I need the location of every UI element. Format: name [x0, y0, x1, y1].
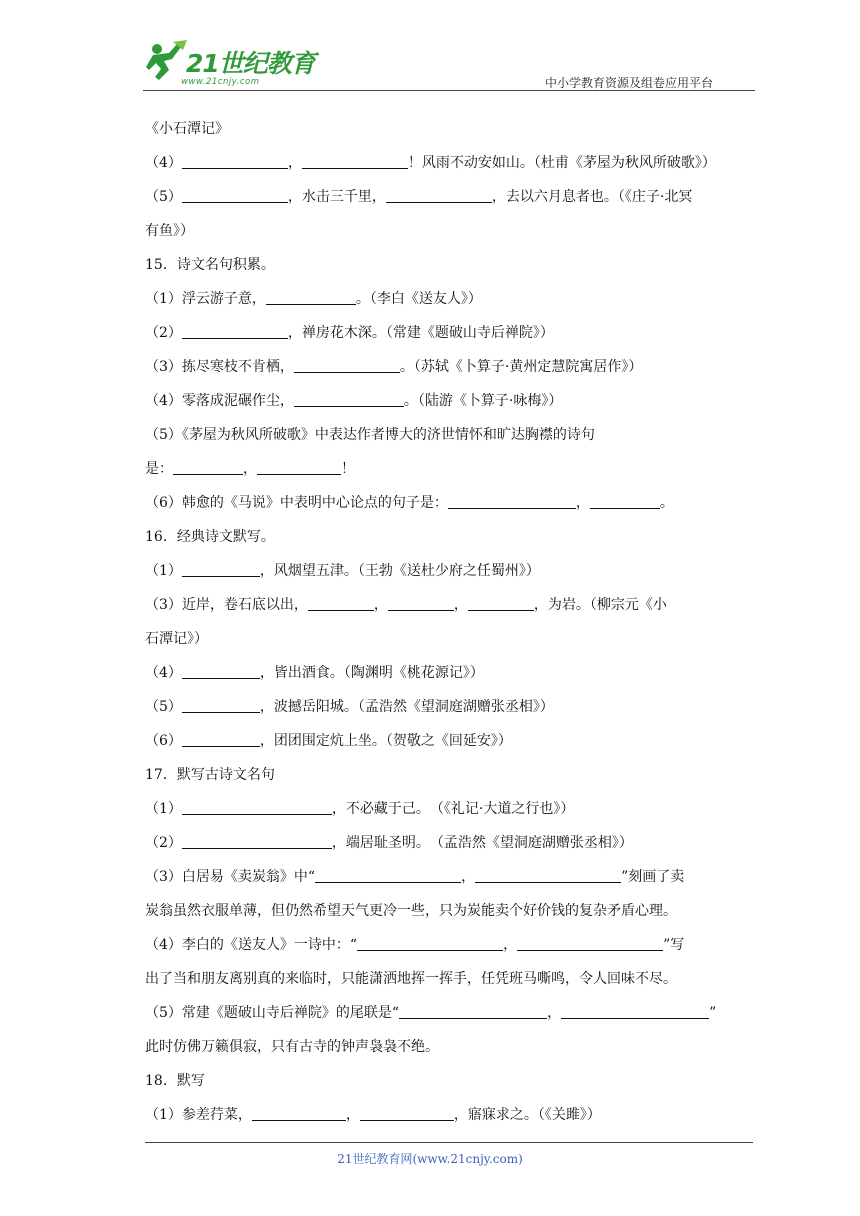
line-text: （1） — [145, 801, 182, 817]
text-line — [145, 928, 717, 962]
line-text: ， — [453, 597, 468, 613]
answer-blank[interactable] — [182, 154, 288, 169]
line-text: ， — [243, 461, 257, 477]
line-text: ！ — [341, 461, 355, 477]
line-text: （5）常建《题破山寺后禅院》的尾联是“ — [145, 1005, 400, 1021]
text-line — [145, 724, 717, 758]
text-line — [145, 622, 717, 656]
answer-blank[interactable] — [182, 664, 260, 679]
text-line — [145, 1064, 717, 1098]
line-text: ”刻画了卖 — [621, 869, 685, 885]
line-text: ，水击三千里， — [287, 189, 386, 205]
text-line — [145, 520, 717, 554]
line-text: （3）拣尽寒枝不肯栖， — [145, 359, 294, 375]
line-text: 此时仿佛万籁俱寂，只有古寺的钟声袅袅不绝。 — [145, 1039, 439, 1055]
line-text: ，寤寐求之。（《关雎》） — [453, 1107, 601, 1123]
line-text: （2） — [145, 325, 182, 341]
line-text: 15．诗文名句积累。 — [145, 257, 275, 273]
answer-blank[interactable] — [561, 1004, 709, 1019]
footer-link[interactable]: 21世纪教育网(www.21cnjy.com) — [337, 1152, 523, 1166]
text-line — [145, 826, 717, 860]
answer-blank[interactable] — [173, 460, 243, 475]
answer-blank[interactable] — [257, 460, 341, 475]
answer-blank[interactable] — [302, 154, 408, 169]
line-text: （4） — [145, 665, 182, 681]
answer-blank[interactable] — [590, 494, 660, 509]
answer-blank[interactable] — [386, 188, 492, 203]
text-line — [145, 316, 717, 350]
line-text: 出了当和朋友离别真的来临时，只能潇洒地挥一挥手，任凭班马嘶鸣，令人回味不尽。 — [145, 971, 677, 987]
answer-blank[interactable] — [315, 868, 461, 883]
line-text: ，端居耻圣明。 （孟浩然《望洞庭湖赠张丞相》） — [331, 835, 633, 851]
line-text: （2） — [145, 835, 182, 851]
line-text: ，禅房花木深。（常建《题破山寺后禅院》） — [287, 325, 554, 341]
text-line — [145, 758, 717, 792]
text-line — [145, 418, 717, 452]
text-line — [145, 1030, 717, 1064]
answer-blank[interactable] — [475, 868, 621, 883]
answer-blank[interactable] — [182, 834, 332, 849]
text-line — [145, 486, 717, 520]
text-line — [145, 894, 717, 928]
answer-blank[interactable] — [252, 1106, 346, 1121]
answer-blank[interactable] — [360, 1106, 454, 1121]
line-text: ” — [709, 1005, 717, 1021]
line-text: 是： — [145, 461, 173, 477]
line-text: （1）浮云游子意， — [145, 291, 266, 307]
line-text: ，皆出酒食。（陶渊明《桃花源记》） — [259, 665, 484, 681]
text-line — [145, 146, 717, 180]
line-text: ， — [461, 869, 476, 885]
line-text: ， — [547, 1005, 562, 1021]
text-line — [145, 554, 717, 588]
answer-blank[interactable] — [294, 392, 404, 407]
answer-blank[interactable] — [517, 936, 663, 951]
text-line — [145, 588, 717, 622]
answer-blank[interactable] — [182, 698, 260, 713]
line-text: ， — [503, 937, 518, 953]
answer-blank[interactable] — [399, 1004, 547, 1019]
line-text: （6）韩愈的《马说》中表明中心论点的句子是： — [145, 495, 448, 511]
line-text: ，波撼岳阳城。（孟浩然《望洞庭湖赠张丞相》） — [259, 699, 554, 715]
text-line — [145, 792, 717, 826]
line-text: ，不必藏于己。 （《礼记·大道之行也》） — [331, 801, 575, 817]
line-text: （5） — [145, 699, 182, 715]
answer-blank[interactable] — [294, 358, 400, 373]
line-text: 16．经典诗文默写。 — [145, 529, 275, 545]
answer-blank[interactable] — [182, 562, 260, 577]
text-line — [145, 690, 717, 724]
line-text: ， — [287, 155, 302, 171]
answer-blank[interactable] — [357, 936, 503, 951]
line-text: ，去以六月息者也。（《庄子·北冥 — [491, 189, 693, 205]
answer-blank[interactable] — [182, 800, 332, 815]
text-line — [145, 214, 717, 248]
footer-divider — [145, 1142, 753, 1143]
line-text: ”写 — [663, 937, 685, 953]
answer-blank[interactable] — [468, 596, 534, 611]
text-line — [145, 384, 717, 418]
line-text: ， — [345, 1107, 360, 1123]
text-line — [145, 180, 717, 214]
text-line — [145, 112, 717, 146]
line-text: （1） — [145, 563, 182, 579]
text-line — [145, 1098, 717, 1132]
logo-text: 21世纪教育 — [186, 49, 315, 78]
line-text: 《小石潭记》 — [145, 121, 229, 137]
logo — [143, 40, 323, 90]
answer-blank[interactable] — [308, 596, 374, 611]
line-text: （5）《茅屋为秋风所破歌》中表达作者博大的济世情怀和旷达胸襟的诗句 — [145, 427, 595, 443]
answer-blank[interactable] — [266, 290, 356, 305]
answer-blank[interactable] — [388, 596, 454, 611]
answer-blank[interactable] — [182, 188, 288, 203]
line-text: 17．默写古诗文名句 — [145, 767, 275, 783]
page-header — [143, 38, 755, 94]
line-text: 石潭记》） — [145, 631, 208, 647]
answer-blank[interactable] — [182, 324, 288, 339]
logo-url: www.21cnjy.com — [181, 77, 260, 87]
line-text: ，为岩。（柳宗元《小 — [533, 597, 667, 613]
line-text: （5） — [145, 189, 182, 205]
answer-blank[interactable] — [182, 732, 260, 747]
line-text: 。（苏轼《卜算子·黄州定慧院寓居作》） — [399, 359, 643, 375]
line-text: 有鱼》） — [145, 223, 194, 239]
line-text: 。（李白《送友人》） — [355, 291, 482, 307]
text-line — [145, 452, 717, 486]
line-text: ，团团围定炕上坐。（贺敬之《回延安》） — [259, 733, 512, 749]
line-text: 。 — [659, 495, 674, 511]
line-text: 18．默写 — [145, 1073, 205, 1089]
text-line — [145, 282, 717, 316]
header-divider — [143, 90, 755, 91]
line-text: （4）李白的《送友人》一诗中：“ — [145, 937, 358, 953]
text-line — [145, 350, 717, 384]
line-text: （3）近岸，卷石底以出， — [145, 597, 308, 613]
text-line — [145, 248, 717, 282]
line-text: ， — [373, 597, 388, 613]
platform-title: 中小学教育资源及组卷应用平台 — [544, 76, 713, 90]
line-text: （4） — [145, 155, 182, 171]
answer-blank[interactable] — [448, 494, 576, 509]
line-text: （1）参差荇菜， — [145, 1107, 252, 1123]
line-text: （6） — [145, 733, 182, 749]
line-text: 炭翁虽然衣服单薄，但仍然希望天气更冷一些，只为炭能卖个好价钱的复杂矛盾心理。 — [145, 903, 677, 919]
line-text: ，风烟望五津。（王勃《送杜少府之任蜀州》） — [259, 563, 540, 579]
line-text: （3）白居易《卖炭翁》中“ — [145, 869, 316, 885]
text-line — [145, 656, 717, 690]
line-text: ， — [575, 495, 590, 511]
text-line — [145, 860, 717, 894]
text-line — [145, 996, 717, 1030]
line-text: ！风雨不动安如山。（杜甫《茅屋为秋风所破歌》） — [407, 155, 716, 171]
text-line — [145, 962, 717, 996]
document-body — [145, 112, 717, 1132]
line-text: 。（陆游《卜算子·咏梅》） — [403, 393, 563, 409]
line-text: （4）零落成泥碾作尘， — [145, 393, 294, 409]
